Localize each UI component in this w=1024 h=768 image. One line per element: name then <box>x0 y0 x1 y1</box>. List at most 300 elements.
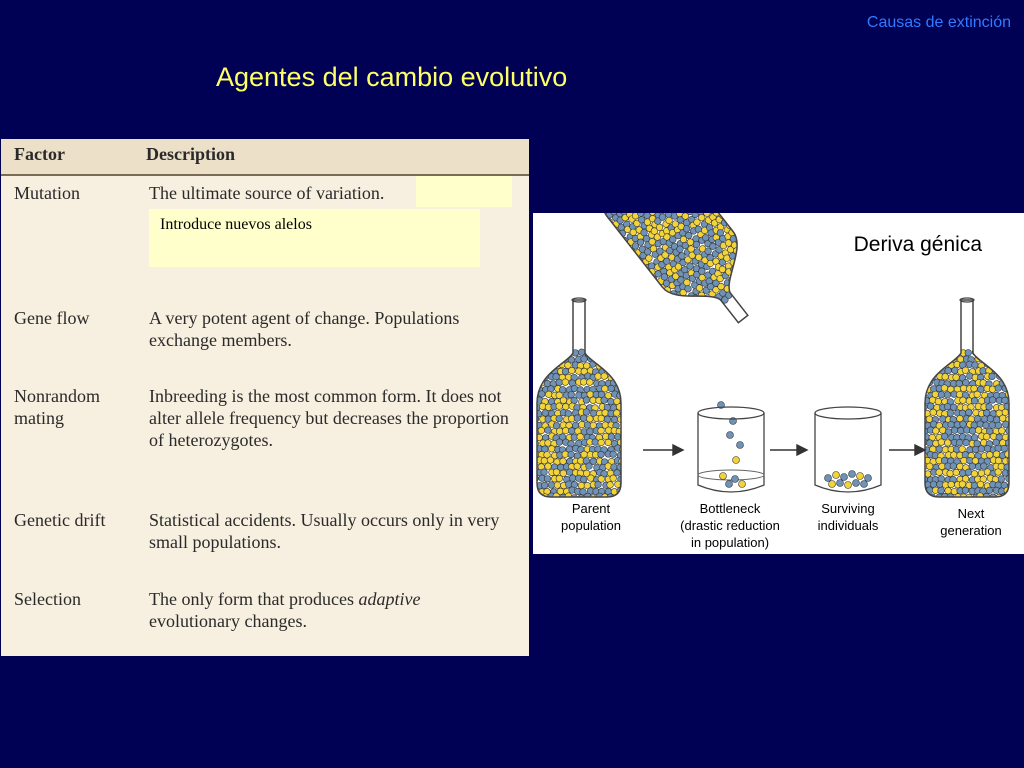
allele-dot <box>548 482 555 489</box>
allele-dot <box>553 493 560 500</box>
allele-dot <box>735 261 744 270</box>
allele-dot <box>598 355 605 362</box>
allele-dot <box>587 391 594 398</box>
allele-dot <box>580 379 587 386</box>
allele-dot <box>533 380 539 387</box>
allele-dot <box>757 264 766 273</box>
allele-dot <box>927 356 934 363</box>
allele-dot <box>956 439 963 446</box>
allele-dot <box>669 295 678 304</box>
allele-dot <box>929 397 936 404</box>
allele-dot <box>973 409 980 416</box>
allele-dot <box>945 487 952 494</box>
allele-dot <box>974 391 981 398</box>
allele-dot <box>829 481 836 488</box>
allele-dot <box>556 475 563 482</box>
label-line: Surviving <box>821 501 875 516</box>
allele-dot <box>999 415 1006 422</box>
allele-dot <box>581 356 588 363</box>
allele-dot <box>983 422 990 429</box>
allele-dot <box>746 260 755 269</box>
highlight-strip <box>416 176 512 207</box>
allele-dot <box>607 482 614 489</box>
allele-dot <box>587 379 594 386</box>
allele-dot <box>560 349 567 356</box>
allele-dot <box>607 230 616 239</box>
factor-cell: Nonrandom mating <box>14 386 100 428</box>
allele-dot <box>695 307 704 316</box>
surviving-alleles <box>825 471 872 489</box>
allele-dot <box>614 350 621 357</box>
allele-dot <box>598 439 605 446</box>
allele-dot <box>538 391 545 398</box>
allele-dot <box>841 474 848 481</box>
allele-dot <box>586 463 593 470</box>
allele-dot <box>616 239 625 248</box>
allele-dot <box>533 416 539 423</box>
allele-dot <box>999 428 1006 435</box>
allele-dot <box>688 303 697 312</box>
label-line: population <box>561 518 621 533</box>
allele-dot <box>568 367 575 374</box>
allele-dot <box>930 481 937 488</box>
page-title: Agentes del cambio evolutivo <box>216 62 568 92</box>
allele-dot <box>950 463 957 470</box>
parent-bottle-alleles <box>533 349 627 501</box>
allele-dot <box>998 476 1005 483</box>
allele-dot <box>934 355 941 362</box>
allele-dot <box>936 469 943 476</box>
allele-dot <box>743 278 752 287</box>
allele-dot <box>921 404 928 411</box>
allele-dot <box>535 410 542 417</box>
allele-dot <box>545 427 552 434</box>
allele-dot <box>984 445 991 452</box>
allele-dot <box>541 469 548 476</box>
factor-cell: Gene flow <box>14 308 90 328</box>
allele-dot <box>619 362 626 369</box>
allele-dot <box>551 355 558 362</box>
allele-dot <box>685 315 694 324</box>
allele-dot <box>993 355 1000 362</box>
allele-dot <box>591 213 600 214</box>
allele-dot <box>924 350 931 357</box>
allele-dot <box>598 427 605 434</box>
allele-dot <box>619 458 626 465</box>
allele-dot <box>845 482 852 489</box>
allele-dot <box>535 494 542 501</box>
label-line: in population) <box>690 535 770 550</box>
allele-dot <box>1008 351 1015 358</box>
allele-dot <box>857 473 864 480</box>
allele-dot <box>556 355 563 362</box>
allele-dot <box>734 283 743 292</box>
allele-dot <box>989 361 996 368</box>
allele-dot <box>737 442 744 449</box>
allele-dot <box>936 361 943 368</box>
allele-dot <box>732 476 739 483</box>
allele-dot <box>944 403 951 410</box>
allele-dot <box>740 257 749 266</box>
factor-cell: Selection <box>14 589 81 609</box>
factor-cell: Mutation <box>14 183 80 203</box>
allele-dot <box>1008 362 1015 369</box>
allele-dot <box>540 355 547 362</box>
allele-dot <box>562 403 569 410</box>
allele-dot <box>757 258 766 267</box>
allele-dot <box>961 457 968 464</box>
allele-dot <box>583 397 590 404</box>
allele-dot <box>929 361 936 368</box>
description-cell: A very potent agent of change. Populations exchange members. <box>149 308 460 350</box>
allele-dot <box>965 350 972 357</box>
allele-dot <box>921 476 928 483</box>
allele-dot <box>977 421 984 428</box>
falling-alleles <box>718 402 744 464</box>
allele-dot <box>595 373 602 380</box>
allele-dot <box>995 385 1002 392</box>
allele-dot <box>962 367 969 374</box>
label-parent-population <box>549 500 633 534</box>
allele-dot <box>927 403 934 410</box>
allele-dot <box>953 469 960 476</box>
corner-title: Causas de extinción <box>866 14 1011 31</box>
allele-dot <box>611 368 618 375</box>
allele-dot <box>977 351 984 358</box>
allele-dot <box>993 439 1000 446</box>
allele-dot <box>548 362 555 369</box>
allele-dot <box>733 457 740 464</box>
label-line: Bottleneck <box>699 501 761 516</box>
allele-dot <box>930 409 937 416</box>
description-cell: The ultimate source of variation. <box>149 183 385 203</box>
allele-dot <box>942 373 949 380</box>
allele-dot <box>990 349 997 356</box>
description-cell: Statistical accidents. Usually occurs only in very small populations. <box>149 510 500 552</box>
allele-dot <box>941 433 948 440</box>
allele-dot <box>984 350 991 357</box>
allele-dot <box>969 463 976 470</box>
allele-dot <box>965 469 972 476</box>
allele-dot <box>753 269 762 278</box>
allele-dot <box>619 349 626 356</box>
allele-dot <box>927 368 934 375</box>
allele-dot <box>593 213 602 221</box>
allele-dot <box>536 373 543 380</box>
allele-dot <box>587 416 594 423</box>
allele-dot <box>945 367 952 374</box>
allele-dot <box>679 313 688 322</box>
figure-title: Deriva génica <box>853 233 982 256</box>
allele-dot <box>926 463 933 470</box>
allele-dot <box>545 391 552 398</box>
allele-dot <box>574 415 581 422</box>
allele-dot <box>584 422 591 429</box>
allele-dot <box>978 470 985 477</box>
allele-dot <box>726 481 733 488</box>
allele-dot <box>861 481 868 488</box>
allele-dot <box>554 482 561 489</box>
allele-dot <box>1002 373 1009 380</box>
allele-dot <box>542 410 549 417</box>
label-line: individuals <box>817 518 879 533</box>
allele-dot <box>595 481 602 488</box>
allele-dot <box>993 451 1000 458</box>
allele-dot <box>960 385 967 392</box>
allele-dot <box>951 452 958 459</box>
allele-dot <box>751 262 760 271</box>
allele-dot <box>971 397 978 404</box>
allele-dot <box>921 439 928 446</box>
allele-dot <box>962 451 969 458</box>
allele-dot <box>939 356 946 363</box>
allele-dot <box>620 385 627 392</box>
allele-dot <box>598 451 605 458</box>
allele-dot <box>545 440 552 447</box>
allele-dot <box>750 256 759 265</box>
allele-dot <box>697 296 706 305</box>
allele-dot <box>1002 349 1009 356</box>
allele-dot <box>983 410 990 417</box>
allele-dot <box>940 416 947 423</box>
description-cell <box>149 588 509 632</box>
allele-dot <box>983 433 990 440</box>
allele-dot <box>613 361 620 368</box>
allele-dot <box>671 302 680 311</box>
description-cell: Inbreeding is the most common form. It does not alter allele frequency but decreases the proportion of heterozygotes. <box>149 386 509 450</box>
allele-dot <box>959 481 966 488</box>
allele-dot <box>741 264 750 273</box>
allele-dot <box>539 403 546 410</box>
allele-dot <box>538 427 545 434</box>
allele-dot <box>957 463 964 470</box>
allele-dot <box>742 240 751 249</box>
allele-dot <box>571 434 578 441</box>
allele-dot <box>613 373 620 380</box>
allele-dot <box>556 439 563 446</box>
allele-dot <box>825 475 832 482</box>
allele-dot <box>735 267 744 276</box>
allele-dot <box>566 469 573 476</box>
allele-dot <box>538 369 545 376</box>
allele-dot <box>553 469 560 476</box>
allele-dot <box>544 356 551 363</box>
allele-dot <box>989 397 996 404</box>
allele-dot <box>960 421 967 428</box>
description-text: evolutionary changes. <box>149 611 307 631</box>
allele-dot <box>695 313 704 322</box>
allele-dot <box>971 434 978 441</box>
allele-dot <box>998 367 1005 374</box>
allele-dot <box>565 493 572 500</box>
allele-dot <box>923 373 930 380</box>
allele-dot <box>980 380 987 387</box>
allele-dot <box>603 361 610 368</box>
allele-dot <box>720 473 727 480</box>
allele-dot <box>972 362 979 369</box>
allele-dot <box>677 297 686 306</box>
pouring-bottle-alleles <box>588 213 770 335</box>
allele-dot <box>562 379 569 386</box>
allele-dot <box>682 301 691 310</box>
allele-dot <box>533 356 539 363</box>
allele-dot <box>619 374 626 381</box>
allele-dot <box>595 349 602 356</box>
allele-dot <box>980 368 987 375</box>
allele-dot <box>987 356 994 363</box>
column-header-factor: Factor <box>14 144 65 164</box>
allele-dot <box>738 281 747 290</box>
allele-dot <box>921 367 928 374</box>
allele-dot <box>580 476 587 483</box>
allele-dot <box>738 274 747 283</box>
allele-dot <box>1002 397 1009 404</box>
allele-dot <box>568 451 575 458</box>
allele-dot <box>583 409 590 416</box>
allele-dot <box>947 470 954 477</box>
allele-dot <box>692 317 701 326</box>
allele-dot <box>544 475 551 482</box>
allele-dot <box>971 385 978 392</box>
allele-dot <box>965 409 972 416</box>
allele-dot <box>577 433 584 440</box>
label-next-generation <box>926 505 1016 539</box>
allele-dot <box>601 397 608 404</box>
allele-dot <box>1005 451 1012 458</box>
allele-dot <box>547 350 554 357</box>
allele-dot <box>710 302 719 311</box>
allele-dot <box>536 361 543 368</box>
allele-dot <box>941 385 948 392</box>
allele-dot <box>953 374 960 381</box>
allele-dot <box>685 321 694 330</box>
allele-dot <box>732 278 741 287</box>
label-bottleneck <box>670 500 790 551</box>
allele-dot <box>995 469 1002 476</box>
label-line: Next <box>957 506 985 521</box>
allele-dot <box>745 253 754 262</box>
allele-dot <box>920 355 927 362</box>
allele-dot <box>749 250 758 259</box>
allele-dot <box>562 427 569 434</box>
allele-dot <box>977 481 984 488</box>
allele-dot <box>737 250 746 259</box>
allele-dot <box>833 472 840 479</box>
annotation-note: Introduce nuevos alelos <box>149 209 480 267</box>
allele-dot <box>568 428 575 435</box>
allele-dot <box>699 303 708 312</box>
allele-dot <box>977 493 984 500</box>
allele-dot <box>684 308 693 317</box>
allele-dot <box>601 349 608 356</box>
allele-dot <box>1005 356 1012 363</box>
allele-dot <box>541 350 548 357</box>
allele-dot <box>571 385 578 392</box>
allele-dot <box>1005 368 1012 375</box>
description-emphasis: adaptive <box>358 589 421 609</box>
allele-dot <box>548 446 555 453</box>
allele-dot <box>989 373 996 380</box>
allele-dot <box>962 487 969 494</box>
allele-dot <box>578 349 585 356</box>
allele-dot <box>975 427 982 434</box>
allele-dot <box>541 482 548 489</box>
allele-dot <box>574 463 581 470</box>
allele-dot <box>601 221 610 230</box>
allele-dot <box>556 379 563 386</box>
allele-dot <box>969 428 976 435</box>
allele-dot <box>952 367 959 374</box>
allele-dot <box>849 471 856 478</box>
allele-dot <box>986 487 993 494</box>
allele-dot <box>743 247 752 256</box>
allele-dot <box>942 350 949 357</box>
label-line: (drastic reduction <box>680 518 780 533</box>
allele-dot <box>604 416 611 423</box>
allele-dot <box>580 415 587 422</box>
allele-dot <box>936 446 943 453</box>
allele-dot <box>944 392 951 399</box>
allele-dot <box>616 357 623 364</box>
label-line: Parent <box>571 501 611 516</box>
allele-dot <box>999 356 1006 363</box>
allele-dot <box>933 428 940 435</box>
allele-dot <box>592 439 599 446</box>
allele-dot <box>610 475 617 482</box>
allele-dot <box>578 482 585 489</box>
next-bottle-alleles <box>920 349 1015 501</box>
allele-dot <box>545 463 552 470</box>
label-line: generation <box>940 523 1002 538</box>
allele-dot <box>1007 374 1014 381</box>
allele-dot <box>613 410 620 417</box>
allele-dot <box>747 265 756 274</box>
allele-dot <box>989 422 996 429</box>
allele-dot <box>981 463 988 470</box>
allele-dot <box>605 439 612 446</box>
allele-dot <box>533 368 540 375</box>
allele-dot <box>581 451 588 458</box>
allele-dot <box>556 415 563 422</box>
allele-dot <box>837 480 844 487</box>
allele-dot <box>927 440 934 447</box>
allele-dot <box>963 439 970 446</box>
allele-dot <box>553 373 560 380</box>
allele-dot <box>997 350 1004 357</box>
allele-dot <box>1007 457 1014 464</box>
allele-dot <box>569 475 576 482</box>
allele-dot <box>938 391 945 398</box>
allele-dot <box>742 269 751 278</box>
allele-dot <box>1001 445 1008 452</box>
allele-dot <box>920 380 927 387</box>
factor-cell: Genetic drift <box>14 510 106 530</box>
allele-dot <box>598 415 605 422</box>
allele-dot <box>562 368 569 375</box>
label-surviving-individuals <box>803 500 893 534</box>
allele-dot <box>727 432 734 439</box>
allele-dot <box>947 410 954 417</box>
allele-dot <box>957 427 964 434</box>
allele-dot <box>608 349 615 356</box>
allele-dot <box>924 362 931 369</box>
allele-dot <box>938 487 945 494</box>
allele-dot <box>935 398 942 405</box>
allele-dot <box>748 274 757 283</box>
allele-dot <box>610 451 617 458</box>
allele-dot <box>960 397 967 404</box>
column-header-description: Description <box>146 144 235 164</box>
